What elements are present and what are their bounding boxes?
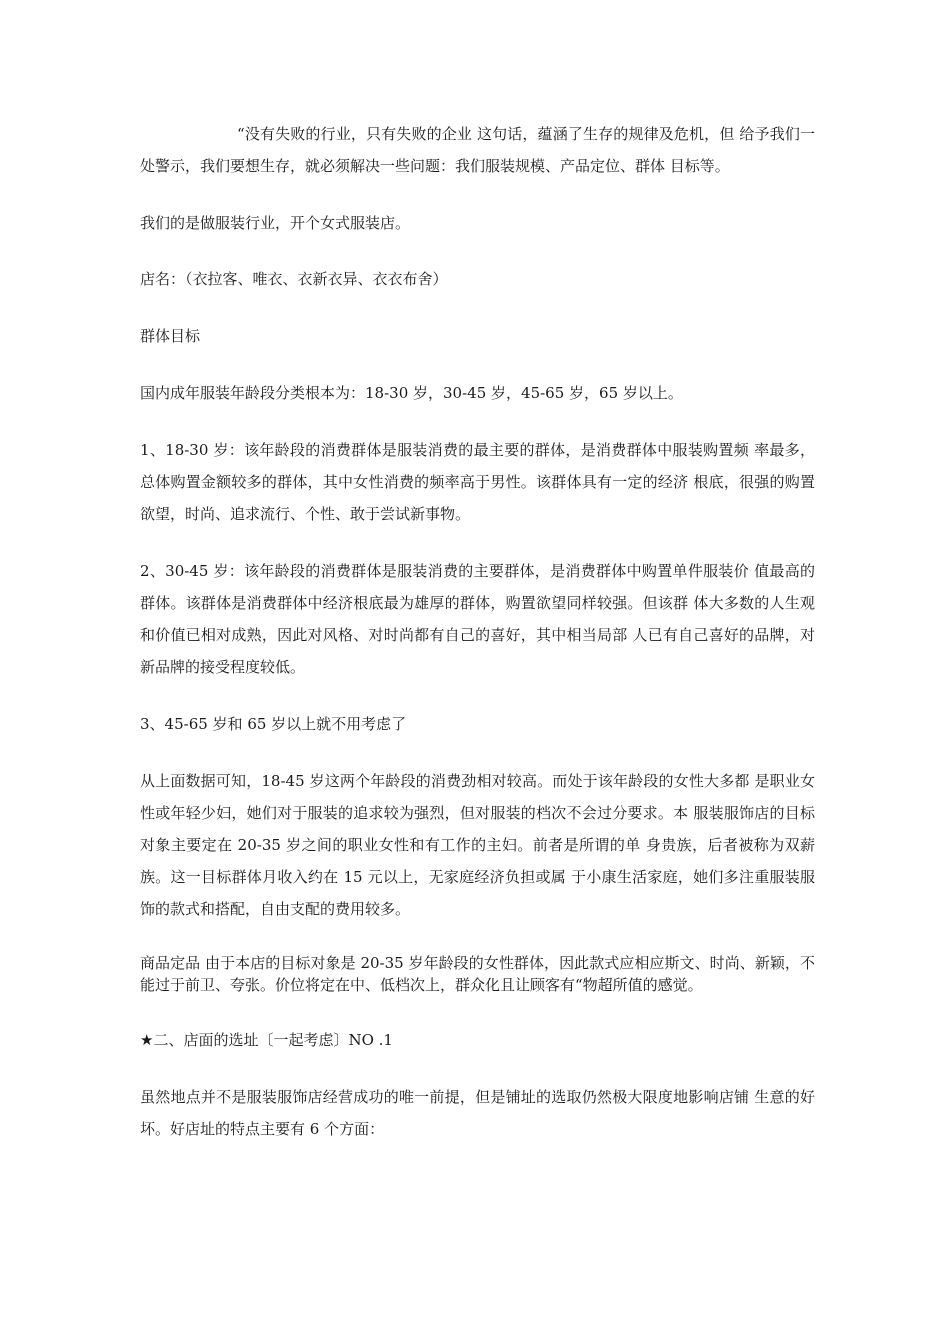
age-group-18-30: 1、18-30 岁：该年龄段的消费群体是服装消费的最主要的群体，是消费群体中服装购置频 率最多，总体购置金额较多的群体，其中女性消费的频率高于男性。该群体具有一定的经济 根底，很强的购置欲望，时尚、追求流行、个性、敢于尝试新事物。 <box>140 441 815 523</box>
location-intro: 虽然地点并不是服装服饰店经营成功的唯一前提，但是铺址的选取仍然极大限度地影响店铺 生意的好坏。好店址的特点主要有 6 个方面： <box>140 1088 815 1138</box>
product-positioning: 商品定品 由于本店的目标对象是 20-35 岁年龄段的女性群体，因此款式应相应斯文、时尚、新颖，不能过于前卫、夸张。价位将定在中、低档次上，群众化且让顾客有“物超所值的感觉。 <box>140 954 815 994</box>
business-statement: 我们的是做服装行业，开个女式服装店。 <box>140 214 411 232</box>
age-group-30-45: 2、30-45 岁：该年龄段的消费群体是服装消费的主要群体，是消费群体中购置单件服装价 值最高的群体。该群体是消费群体中经济根底最为雄厚的群体，购置欲望同样较强。但该群 体大多数的人生观和价值已相对成熟，因此对风格、对时尚都有自己的喜好，其中相当局部 人已有自己喜好的品牌，对新品牌的接受程度较低。 <box>140 562 815 676</box>
target-conclusion: 从上面数据可知，18-45 岁这两个年龄段的消费劲相对较高。而处于该年龄段的女性大多都 是职业女性或年轻少妇，她们对于服装的追求较为强烈，但对服装的档次不会过分要求。本 服装服饰店的目标对象主要定在 20-35 岁之间的职业女性和有工作的主妇。前者是所谓的单 身贵族，后者被称为双薪族。这一目标群体月收入约在 15 元以上，无家庭经济负担或属 于小康生活家庭，她们多注重服装服饰的款式和搭配，自由支配的费用较多。 <box>140 772 815 918</box>
star-icon: ★ <box>140 1031 154 1049</box>
section-heading-location <box>140 1024 815 1056</box>
location-heading-text: 二、店面的选址〔一起考虑〕NO .1 <box>153 1031 393 1049</box>
age-group-45-plus: 3、45-65 岁和 65 岁以上就不用考虑了 <box>140 715 407 733</box>
section-heading-target-group: 群体目标 <box>140 327 201 345</box>
store-names: 店名：（衣拉客、唯衣、衣新衣异、衣衣布舍） <box>140 270 448 288</box>
age-classification: 国内成年服装年龄段分类根本为：18-30 岁，30-45 岁，45-65 岁，65 岁以上。 <box>140 384 683 402</box>
intro-paragraph: “没有失败的行业，只有失败的企业 这句话，蕴涵了生存的规律及危机，但 给予我们一处警示，我们要想生存，就必须解决一些问题：我们服装规模、产品定位、群体 目标等。 <box>140 125 815 175</box>
document-body <box>140 118 815 1145</box>
